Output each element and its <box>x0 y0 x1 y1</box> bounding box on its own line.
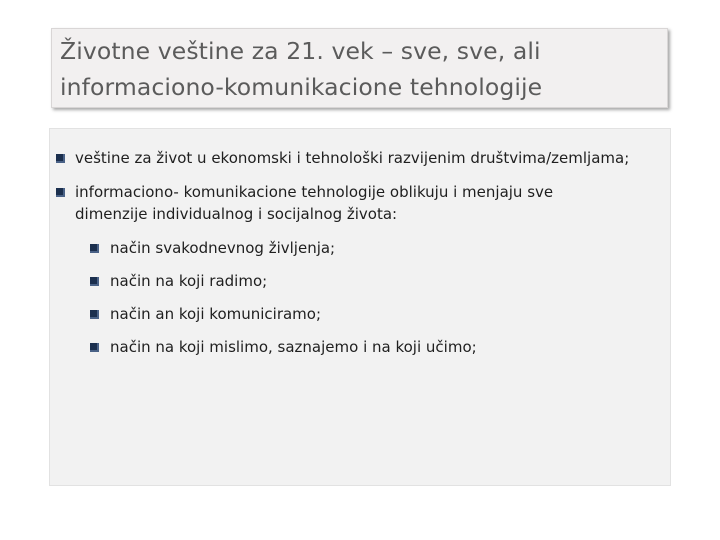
square-bullet-icon <box>90 277 99 286</box>
sub-list-item <box>75 303 630 325</box>
sub-bullet-list <box>75 237 630 358</box>
slide-title-box <box>51 28 668 108</box>
sub-list-item-text: način na koji radimo; <box>110 272 268 290</box>
sub-list-item <box>75 237 630 259</box>
square-bullet-icon <box>56 188 65 197</box>
slide-title: Životne veštine za 21. vek – sve, sve, ali informaciono-komunikacione tehnologije <box>60 37 543 101</box>
list-item <box>50 147 670 169</box>
list-item-text: veštine za život u ekonomski i tehnološki razvijenim društvima/zemljama; <box>75 149 630 167</box>
sub-list-item <box>75 336 630 358</box>
slide-content-box <box>49 128 671 486</box>
sub-list-item-text: način svakodnevnog življenja; <box>110 239 336 257</box>
list-item-text: informaciono- komunikacione tehnologije oblikuju i menjaju sve dimenzije individualnog i socijalnog života: <box>75 183 554 223</box>
sub-list-item-text: način na koji mislimo, saznajemo i na koji učimo; <box>110 338 477 356</box>
square-bullet-icon <box>56 154 65 163</box>
square-bullet-icon <box>90 343 99 352</box>
bullet-list <box>50 147 670 370</box>
square-bullet-icon <box>90 310 99 319</box>
list-item <box>50 181 670 358</box>
sub-list-item-text: način an koji komuniciramo; <box>110 305 322 323</box>
square-bullet-icon <box>90 244 99 253</box>
sub-list-item <box>75 270 630 292</box>
